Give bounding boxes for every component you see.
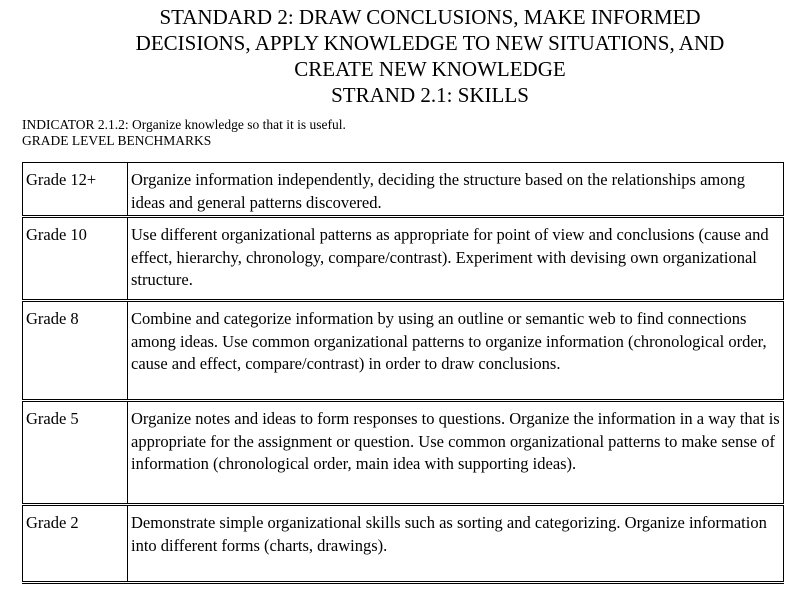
benchmark-table [22,162,784,584]
indicator-block [22,117,346,149]
table-row [23,163,784,217]
table-row [23,217,784,301]
title-line-2: DECISIONS, APPLY KNOWLEDGE TO NEW SITUATIONS, AND [135,31,725,55]
standard-title [40,4,800,108]
title-line-3: CREATE NEW KNOWLEDGE [294,57,566,81]
table-row [23,401,784,505]
description-cell: Organize information independently, deciding the structure based on the relationships among ideas and general patterns discovered. [128,163,784,217]
description-cell: Use different organizational patterns as appropriate for point of view and conclusions (cause and effect, hierarchy, chronology, compare/contrast). Experiment with devising own organizational structure. [128,217,784,301]
title-line-1: STANDARD 2: DRAW CONCLUSIONS, MAKE INFORMED [159,5,701,29]
description-cell: Combine and categorize information by using an outline or semantic web to find connections among ideas. Use common organizational patterns to organize information (chronological order, cause and effect, compare/contrast) in order to draw conclusions. [128,301,784,401]
grade-cell: Grade 5 [23,401,128,505]
table-row [23,505,784,583]
description-cell: Demonstrate simple organizational skills such as sorting and categorizing. Organize information into different forms (charts, drawings). [128,505,784,583]
grade-cell: Grade 12+ [23,163,128,217]
description-cell: Organize notes and ideas to form responses to questions. Organize the information in a way that is appropriate for the assignment or question. Use common organizational patterns to make sense of information (chronological order, main idea with supporting ideas). [128,401,784,505]
indicator-text: INDICATOR 2.1.2: Organize knowledge so that it is useful. [22,117,346,132]
table-row [23,301,784,401]
grade-cell: Grade 10 [23,217,128,301]
grade-cell: Grade 2 [23,505,128,583]
grade-cell: Grade 8 [23,301,128,401]
strand-title: STRAND 2.1: SKILLS [331,83,529,107]
benchmarks-heading: GRADE LEVEL BENCHMARKS [22,133,212,148]
